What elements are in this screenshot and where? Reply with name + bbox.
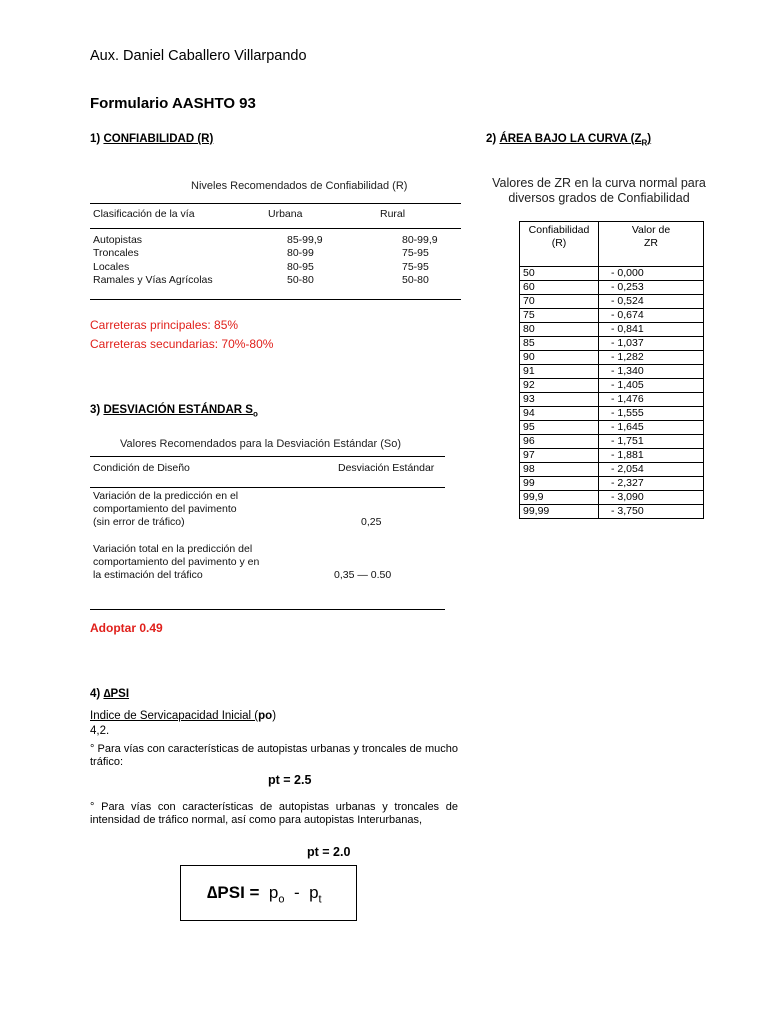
table-rule-header [90, 228, 461, 229]
paragraph-normal-traffic: ° Para vías con características de autopistas urbanas y troncales de intensidad de tráfico normal, así como para autopistas Interurbanas, [90, 801, 458, 826]
condition-line: Variación total en la predicción del [93, 543, 253, 555]
zr-value: - 1,476 [599, 393, 704, 407]
note-secondary-roads: Carreteras secundarias: 70%-80% [90, 337, 274, 351]
zr-header-value [599, 222, 704, 267]
condition-line: comportamiento del pavimento [93, 503, 237, 515]
table-row [520, 491, 704, 505]
header-line: Valor de [631, 224, 671, 236]
table-rule-header [90, 487, 445, 488]
condition-line: comportamiento del pavimento y en [93, 556, 260, 568]
psi-formula-box [180, 865, 357, 921]
zr-reliability: 85 [520, 337, 599, 351]
zr-caption-line: Valores de ZR en la curva normal para [492, 176, 706, 190]
paragraph-heavy-traffic: ° Para vías con características de autopistas urbanas y troncales de mucho tráfico: [90, 743, 458, 768]
pt-normal-traffic: pt = 2.0 [307, 845, 351, 859]
zr-reliability: 99,99 [520, 505, 599, 519]
table-row [520, 365, 704, 379]
table-row [520, 309, 704, 323]
reliability-table-caption: Niveles Recomendados de Confiabilidad (R) [191, 180, 408, 192]
subtitle-text: Indice de Servicapacidad Inicial ( [90, 710, 259, 722]
condition-line: Variación de la predicción en el [93, 490, 239, 502]
section-title-sub: o [252, 409, 258, 419]
zr-reliability: 90 [520, 351, 599, 365]
formula-pt-sub: t [318, 893, 322, 906]
table-rule-top [90, 456, 445, 457]
zr-value: - 1,555 [599, 407, 704, 421]
reliability-row-rural: 80-99,9 [402, 234, 438, 246]
zr-table [519, 221, 704, 519]
reliability-header-urban: Urbana [268, 208, 303, 220]
zr-caption-line: diversos grados de Confiabilidad [508, 191, 690, 205]
table-row [520, 323, 704, 337]
zr-reliability: 97 [520, 449, 599, 463]
std-dev-value-2: 0,35 — 0.50 [334, 569, 392, 581]
reliability-row-urban: 80-95 [287, 261, 314, 273]
zr-value: - 0,253 [599, 281, 704, 295]
section-title-sub: R [641, 138, 648, 148]
initial-serviceability-value: 4,2. [90, 725, 110, 737]
table-row [520, 463, 704, 477]
reliability-row-urban: 85-99,9 [287, 234, 323, 246]
table-row [520, 379, 704, 393]
zr-value: - 0,674 [599, 309, 704, 323]
header-line: Confiabilidad [528, 224, 590, 236]
subtitle-end: ) [272, 710, 277, 722]
section-number: 4) [90, 688, 101, 700]
reliability-row-road: Troncales [93, 247, 139, 259]
table-rule-top [90, 203, 461, 204]
table-row [520, 295, 704, 309]
zr-value: - 1,340 [599, 365, 704, 379]
table-row [520, 337, 704, 351]
formula-po: p [268, 883, 279, 902]
table-rule-bottom [90, 299, 461, 300]
page-title: Formulario AASHTO 93 [90, 95, 256, 112]
reliability-row-road: Autopistas [93, 234, 143, 246]
psi-formula [207, 883, 322, 905]
std-dev-table-caption: Valores Recomendados para la Desviación Estándar (So) [120, 438, 402, 450]
reliability-row-road: Ramales y Vías Agrícolas [93, 274, 213, 286]
zr-reliability: 92 [520, 379, 599, 393]
zr-value: - 1,282 [599, 351, 704, 365]
reliability-row-rural: 75-95 [402, 261, 429, 273]
table-row [520, 281, 704, 295]
zr-caption [484, 176, 714, 206]
table-row [520, 477, 704, 491]
reliability-row-urban: 80-99 [287, 247, 314, 259]
zr-reliability: 96 [520, 435, 599, 449]
reliability-header-rural: Rural [380, 208, 406, 220]
zr-value: - 1,645 [599, 421, 704, 435]
zr-value: - 1,405 [599, 379, 704, 393]
zr-value: - 3,090 [599, 491, 704, 505]
zr-reliability: 75 [520, 309, 599, 323]
section-title-end: ) [647, 133, 652, 145]
formula-pt: p [309, 883, 319, 902]
std-dev-header-condition: Condición de Diseño [93, 462, 190, 474]
section-3-heading [90, 404, 258, 418]
section-4-heading [90, 688, 129, 700]
zr-header-reliability [520, 222, 599, 267]
section-title-text: ÁREA BAJO LA CURVA (Z [499, 133, 642, 145]
reliability-row-road: Locales [93, 261, 130, 273]
zr-reliability: 91 [520, 365, 599, 379]
zr-value: - 0,524 [599, 295, 704, 309]
table-row [520, 393, 704, 407]
section-title: ∆PSI [103, 688, 130, 700]
note-main-roads: Carreteras principales: 85% [90, 318, 239, 332]
reliability-row-urban: 50-80 [287, 274, 314, 286]
section-number: 1) [90, 133, 101, 145]
zr-reliability: 99 [520, 477, 599, 491]
initial-serviceability-title [90, 710, 276, 722]
header-line: ZR [644, 237, 658, 249]
section-1-heading [90, 133, 213, 145]
reliability-row-rural: 50-80 [402, 274, 429, 286]
table-rule-bottom [90, 609, 445, 610]
zr-value: - 1,881 [599, 449, 704, 463]
table-row [520, 421, 704, 435]
zr-value: - 0,000 [599, 267, 704, 281]
std-dev-header-value: Desviación Estándar [338, 462, 435, 474]
condition-line: la estimación del tráfico [93, 569, 203, 581]
table-row [520, 407, 704, 421]
zr-value: - 1,751 [599, 435, 704, 449]
std-dev-value-1: 0,25 [361, 516, 382, 528]
section-title [103, 404, 258, 419]
table-row [520, 267, 704, 281]
zr-reliability: 95 [520, 421, 599, 435]
section-title: CONFIABILIDAD (R) [103, 133, 214, 145]
zr-reliability: 93 [520, 393, 599, 407]
pt-heavy-traffic: pt = 2.5 [268, 773, 312, 787]
zr-value: - 1,037 [599, 337, 704, 351]
section-title [499, 133, 652, 148]
reliability-row-rural: 75-95 [402, 247, 429, 259]
formula-po-sub: o [278, 893, 285, 906]
zr-header-row [520, 222, 704, 267]
table-row [520, 449, 704, 463]
section-title-text: DESVIACIÓN ESTÁNDAR S [103, 404, 253, 416]
table-row [520, 505, 704, 519]
reliability-header-class: Clasificación de la vía [93, 208, 195, 220]
formula-minus: - [293, 883, 300, 902]
note-adopt: Adoptar 0.49 [90, 621, 163, 635]
zr-value: - 3,750 [599, 505, 704, 519]
subtitle-bold: po [258, 710, 273, 722]
zr-reliability: 60 [520, 281, 599, 295]
zr-value: - 0,841 [599, 323, 704, 337]
section-number: 2) [486, 133, 497, 145]
author-name: Aux. Daniel Caballero Villarpando [90, 48, 307, 64]
zr-reliability: 99,9 [520, 491, 599, 505]
table-row [520, 351, 704, 365]
zr-reliability: 80 [520, 323, 599, 337]
zr-value: - 2,327 [599, 477, 704, 491]
zr-reliability: 50 [520, 267, 599, 281]
formula-lhs: ∆PSI = [207, 883, 260, 902]
std-dev-condition-1 [93, 490, 238, 529]
std-dev-condition-2 [93, 543, 259, 582]
table-row [520, 435, 704, 449]
zr-value: - 2,054 [599, 463, 704, 477]
zr-reliability: 98 [520, 463, 599, 477]
section-2-heading [486, 133, 651, 147]
zr-reliability: 70 [520, 295, 599, 309]
zr-reliability: 94 [520, 407, 599, 421]
header-line: (R) [551, 237, 567, 249]
section-number: 3) [90, 404, 101, 416]
condition-line: (sin error de tráfico) [93, 516, 185, 528]
